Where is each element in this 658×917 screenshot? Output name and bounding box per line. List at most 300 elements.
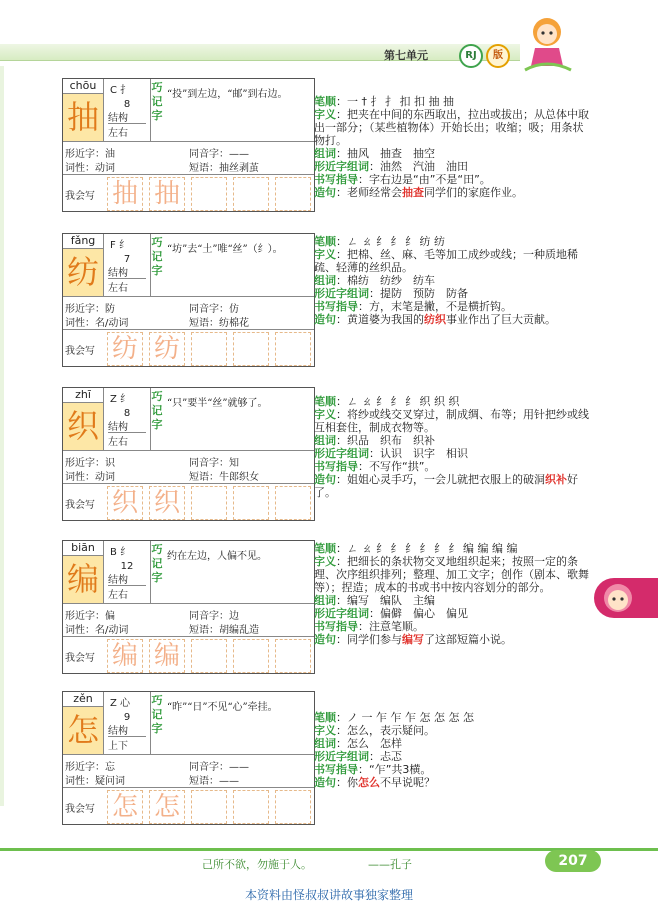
similar-words-label: 形近字组词: [314, 750, 369, 763]
phrase-label: 短语: [189, 318, 209, 329]
homophone-label: 同音字: [189, 611, 219, 622]
words-value: 抽风 抽查 抽空: [347, 147, 435, 160]
entry-text: [314, 235, 594, 326]
entry-text: [314, 711, 594, 789]
writing-guide: 书写指导：“乍”共3横。: [314, 763, 432, 776]
pinyin: fǎng: [63, 234, 104, 249]
structure: 左右: [108, 432, 146, 448]
version-badge: 版: [486, 44, 510, 68]
homophone-label: 同音字: [189, 304, 219, 315]
example-sentence-label: 造句: [314, 313, 336, 326]
card-bottom: [63, 637, 314, 673]
writing-grid[interactable]: [107, 486, 143, 520]
phrase-value: 纺棉花: [219, 318, 249, 329]
qiaojizi-char: 记: [151, 95, 163, 108]
similar-words-value: 油然 汽油 油田: [380, 160, 468, 173]
radical: 扌: [120, 85, 131, 96]
writing-grid[interactable]: [107, 790, 143, 824]
sentence-highlight: 怎么: [358, 776, 380, 789]
words-label: 组词: [314, 434, 336, 447]
similar-char-value: 油: [105, 149, 115, 160]
similar-char: 形近字：忘: [65, 762, 115, 773]
stroke-count: 9: [123, 712, 131, 723]
memory-tip: “投”到左边，“邮”到右边。: [167, 89, 288, 100]
card-top: [63, 79, 314, 142]
similar-words: 形近字组词：偏僻 偏心 偏见: [314, 607, 468, 620]
words-value: 怎么 怎样: [347, 737, 402, 750]
entry-text: [314, 542, 594, 646]
writing-grid[interactable]: [191, 332, 227, 366]
qiaojizi-char: 记: [151, 250, 163, 263]
part-of-speech: 词性：动词: [65, 472, 115, 483]
sentence-part: 老师经常会: [347, 186, 402, 199]
qiaojizi-label: [151, 390, 163, 432]
writing-guide-value: 不写作“拱”。: [369, 460, 436, 473]
part-of-speech: 词性：名/动词: [65, 318, 129, 329]
sentence-part: 姐姐心灵手巧，一会儿就把衣服上的破洞: [347, 473, 545, 486]
practice-label: 我会写: [65, 191, 95, 202]
similar-words-label: 形近字组词: [314, 607, 369, 620]
sentence-part: 了这部短篇小说。: [424, 633, 512, 646]
phrase-label: 短语: [189, 625, 209, 636]
words-label: 组词: [314, 594, 336, 607]
writing-grid[interactable]: [275, 486, 311, 520]
qiaojizi-char: 巧: [151, 694, 163, 707]
qiaojizi-char: 字: [151, 571, 163, 584]
index-letter: C: [110, 85, 117, 96]
words: 组词：抽风 抽查 抽空: [314, 147, 435, 160]
homophone-label: 同音字: [189, 762, 219, 773]
similar-words-label: 形近字组词: [314, 160, 369, 173]
writing-grid[interactable]: [233, 332, 269, 366]
meaning-value: 将纱或线交叉穿过，制成绸、布等；用针把纱或线互相套住，制成衣物等。: [314, 408, 589, 434]
structure-label: 结构: [108, 422, 128, 433]
similar-words: 形近字组词：油然 汽油 油田: [314, 160, 468, 173]
sentence-part: 同学们参与: [347, 633, 402, 646]
meaning-value: 把细长的条状物交叉地组织起来；按照一定的条理、次序组织排列；整理、加工文字；创作（剧本、歌舞等）；捏造；成本的书或书中按内容划分的部分。: [314, 555, 589, 594]
structure-label: 结构: [108, 726, 128, 737]
stroke-order: 笔顺：ㄥ ㄠ 纟 纟 纟 纟 纟 纟 编 编 编 编: [314, 542, 518, 555]
writing-grid[interactable]: [149, 790, 185, 824]
sentence-highlight: 编写: [402, 633, 424, 646]
radical: 心: [120, 698, 131, 709]
similar-char-value: 识: [105, 458, 115, 469]
similar-char: 形近字：识: [65, 458, 115, 469]
practice-label: 我会写: [65, 346, 95, 357]
part-of-speech-value: 名/动词: [95, 625, 129, 636]
qiaojizi-char: 巧: [151, 236, 163, 249]
sentence-highlight: 抽查: [402, 186, 424, 199]
meaning: 字义：把细长的条状物交叉地组织起来；按照一定的条理、次序组织排列；整理、加工文字；创作（剧本、歌舞等）；捏造；成本的书或书中按内容划分的部分。: [314, 555, 589, 594]
words-label: 组词: [314, 274, 336, 287]
similar-char-value: 忘: [105, 762, 115, 773]
part-of-speech-value: 动词: [95, 472, 115, 483]
similar-words-value: 忐忑: [380, 750, 402, 763]
writing-guide: 书写指导：注意笔顺。: [314, 620, 424, 633]
index-letter: B: [110, 547, 117, 558]
writing-guide-label: 书写指导: [314, 620, 358, 633]
homophone-value: 仿: [229, 304, 239, 315]
homophone-label: 同音字: [189, 458, 219, 469]
qiaojizi-char: 巧: [151, 81, 163, 94]
memory-tip: 约在左边，人偏不见。: [167, 551, 267, 562]
motto-author: ——孔子: [368, 858, 412, 871]
entry-text: [314, 95, 594, 199]
writing-grid[interactable]: [233, 177, 269, 211]
meaning-value: 把棉、丝、麻、毛等加工成纱或线；一种质地稀疏、轻薄的丝织品。: [314, 248, 578, 274]
card-bottom: [63, 788, 314, 824]
qiaojizi-char: 字: [151, 418, 163, 431]
stroke-count: 12: [120, 561, 134, 572]
similar-char-value: 偏: [105, 611, 115, 622]
homophone-value: 边: [229, 611, 239, 622]
words: 组词：编写 编队 主编: [314, 594, 435, 607]
similar-char-label: 形近字: [65, 304, 95, 315]
char-info: [104, 388, 151, 450]
trace-character: 纺: [111, 334, 138, 364]
stroke-order-label: 笔顺: [314, 395, 336, 408]
qiaojizi-char: 字: [151, 722, 163, 735]
char-card: [62, 691, 315, 825]
part-of-speech-label: 词性: [65, 625, 85, 636]
trace-character: 怎: [111, 792, 138, 822]
homophone: 同音字：——: [189, 762, 249, 773]
similar-words-value: 认识 识字 相识: [380, 447, 468, 460]
index-letter: Z: [110, 394, 117, 405]
practice-label: 我会写: [65, 500, 95, 511]
structure-label: 结构: [108, 268, 128, 279]
meaning: 字义：怎么，表示疑问。: [314, 724, 435, 737]
homophone-value: ——: [229, 149, 249, 160]
entry-text: [314, 395, 594, 499]
qiaojizi-label: [151, 694, 163, 736]
unit-title: 第七单元: [384, 49, 428, 62]
practice-label: 我会写: [65, 653, 95, 664]
example-sentence: 造句：老师经常会抽查同学们的家庭作业。: [314, 186, 523, 199]
meaning-label: 字义: [314, 108, 336, 121]
letter-radical: [110, 390, 130, 405]
card-top: [63, 541, 314, 604]
stroke-order-value: 一 † 扌 扌 扣 扣 抽 抽: [347, 95, 454, 108]
similar-words-value: 偏僻 偏心 偏见: [380, 607, 468, 620]
card-top: [63, 234, 314, 297]
similar-words-label: 形近字组词: [314, 287, 369, 300]
phrase-label: 短语: [189, 472, 209, 483]
writing-grid[interactable]: [233, 639, 269, 673]
similar-words-label: 形近字组词: [314, 447, 369, 460]
trace-character: 怎: [153, 792, 180, 822]
card-mid: [63, 142, 314, 175]
words-value: 编写 编队 主编: [347, 594, 435, 607]
writing-grid[interactable]: [191, 486, 227, 520]
meaning: 字义：把夹在中间的东西取出，拉出或拔出；从总体中取出一部分；（某些植物体）开始长出；收缩；吸；用条状物打。: [314, 108, 589, 147]
qiaojizi-char: 字: [151, 109, 163, 122]
writing-grid[interactable]: [275, 790, 311, 824]
sentence-part: 黄道婆为我国的: [347, 313, 424, 326]
qiaojizi-label: [151, 81, 163, 123]
letter-radical: [110, 694, 130, 709]
writing-guide-label: 书写指导: [314, 300, 358, 313]
pinyin: chōu: [63, 79, 104, 94]
phrase: 短语：——: [189, 776, 239, 787]
writing-grid[interactable]: [149, 177, 185, 211]
words: 组词：棉纺 纺纱 纺车: [314, 274, 435, 287]
pinyin: zěn: [63, 692, 104, 707]
card-top: [63, 692, 314, 755]
card-mid: [63, 297, 314, 330]
qiaojizi-char: 巧: [151, 390, 163, 403]
trace-character: 抽: [153, 179, 180, 209]
part-of-speech-label: 词性: [65, 163, 85, 174]
meaning: 字义：把棉、丝、麻、毛等加工成纱或线；一种质地稀疏、轻薄的丝织品。: [314, 248, 578, 274]
similar-char: 形近字：防: [65, 304, 115, 315]
char-card: [62, 540, 315, 674]
structure: 左右: [108, 123, 146, 139]
structure: 左右: [108, 585, 146, 601]
big-character: 抽: [63, 94, 104, 141]
card-mid: [63, 604, 314, 637]
sentence-highlight: 纺织: [424, 313, 446, 326]
writing-guide-label: 书写指导: [314, 763, 358, 776]
card-mid: [63, 451, 314, 484]
big-character: 怎: [63, 707, 104, 754]
writing-guide: 书写指导：字右边是“由”不是“田”。: [314, 173, 491, 186]
stroke-order-value: ㄥ ㄠ 纟 纟 纟 织 织 织: [347, 395, 460, 408]
char-info: [104, 234, 151, 296]
sentence-part: 事业作出了巨大贡献。: [446, 313, 556, 326]
writing-guide-value: 字右边是“由”不是“田”。: [369, 173, 491, 186]
writing-grid[interactable]: [275, 332, 311, 366]
trace-character: 织: [111, 488, 138, 518]
index-letter: Z: [110, 698, 117, 709]
writing-guide: 书写指导：不写作“拱”。: [314, 460, 436, 473]
phrase-value: 牛郎织女: [219, 472, 259, 483]
phrase-label: 短语: [189, 163, 209, 174]
pinyin: zhī: [63, 388, 104, 403]
rj-badge: RJ: [459, 44, 483, 68]
writing-guide: 书写指导：方，末笔是撇，不是横折钩。: [314, 300, 512, 313]
qiaojizi-char: 巧: [151, 543, 163, 556]
char-card: [62, 387, 315, 521]
big-character: 纺: [63, 249, 104, 296]
stroke-order-label: 笔顺: [314, 711, 336, 724]
words-label: 组词: [314, 147, 336, 160]
index-letter: F: [110, 240, 116, 251]
radical: 纟: [120, 394, 131, 405]
writing-grid[interactable]: [233, 486, 269, 520]
meaning-value: 怎么，表示疑问。: [347, 724, 435, 737]
meaning-label: 字义: [314, 724, 336, 737]
writing-grid[interactable]: [149, 639, 185, 673]
similar-words: 形近字组词：提防 预防 防备: [314, 287, 468, 300]
card-top: [63, 388, 314, 451]
trace-character: 织: [153, 488, 180, 518]
phrase-value: 胡编乱造: [219, 625, 259, 636]
sentence-part: 同学们的家庭作业。: [424, 186, 523, 199]
part-of-speech: 词性：名/动词: [65, 625, 129, 636]
words: 组词：怎么 怎样: [314, 737, 402, 750]
example-sentence: 造句：黄道婆为我国的纺织事业作出了巨大贡献。: [314, 313, 556, 326]
writing-grid[interactable]: [149, 486, 185, 520]
example-sentence: 造句：姐姐心灵手巧，一会儿就把衣服上的破洞织补好了。: [314, 473, 578, 499]
stroke-order-label: 笔顺: [314, 542, 336, 555]
stroke-order-value: ㄥ ㄠ 纟 纟 纟 纟 纟 纟 编 编 编 编: [347, 542, 518, 555]
part-of-speech: 词性：疑问词: [65, 776, 125, 787]
similar-char-label: 形近字: [65, 458, 95, 469]
example-sentence-label: 造句: [314, 776, 336, 789]
stroke-order: 笔顺：ノ 一 乍 乍 乍 怎 怎 怎 怎: [314, 711, 474, 724]
practice-label: 我会写: [65, 804, 95, 815]
meaning: 字义：将纱或线交叉穿过，制成绸、布等；用针把纱或线互相套住，制成衣物等。: [314, 408, 589, 434]
char-card: [62, 233, 315, 367]
trace-character: 编: [153, 641, 180, 671]
stroke-order-label: 笔顺: [314, 235, 336, 248]
phrase: 短语：胡编乱造: [189, 625, 259, 636]
similar-char: 形近字：油: [65, 149, 115, 160]
similar-char-label: 形近字: [65, 762, 95, 773]
qiaojizi-char: 记: [151, 557, 163, 570]
writing-guide-label: 书写指导: [314, 460, 358, 473]
writing-grid[interactable]: [149, 332, 185, 366]
part-of-speech-label: 词性: [65, 318, 85, 329]
homophone: 同音字：边: [189, 611, 239, 622]
writing-grid[interactable]: [191, 177, 227, 211]
similar-words: 形近字组词：忐忑: [314, 750, 402, 763]
writing-grid[interactable]: [275, 639, 311, 673]
homophone-value: ——: [229, 762, 249, 773]
left-margin-decoration: [0, 66, 10, 806]
writing-grid[interactable]: [191, 639, 227, 673]
phrase: 短语：纺棉花: [189, 318, 249, 329]
writing-grid[interactable]: [191, 790, 227, 824]
trace-character: 编: [111, 641, 138, 671]
stroke-order-value: ㄥ ㄠ 纟 纟 纟 纺 纺: [347, 235, 445, 248]
header-bar: [0, 44, 520, 61]
meaning-label: 字义: [314, 248, 336, 261]
structure: 上下: [108, 736, 146, 752]
phrase: 短语：牛郎织女: [189, 472, 259, 483]
writing-grid[interactable]: [275, 177, 311, 211]
meaning-label: 字义: [314, 555, 336, 568]
radical: 纟: [120, 547, 131, 558]
similar-words-value: 提防 预防 防备: [380, 287, 468, 300]
part-of-speech-value: 动词: [95, 163, 115, 174]
example-sentence-label: 造句: [314, 633, 336, 646]
writing-grid[interactable]: [107, 639, 143, 673]
sentence-part: 你: [347, 776, 358, 789]
phrase-value: 抽丝剥茧: [219, 163, 259, 174]
writing-grid[interactable]: [233, 790, 269, 824]
homophone-value: 知: [229, 458, 239, 469]
meaning-value: 把夹在中间的东西取出，拉出或拔出；从总体中取出一部分；（某些植物体）开始长出；收缩；吸；用条状物打。: [314, 108, 589, 147]
big-character: 织: [63, 403, 104, 450]
meaning-label: 字义: [314, 408, 336, 421]
qiaojizi-label: [151, 236, 163, 278]
similar-char-label: 形近字: [65, 149, 95, 160]
phrase-label: 短语: [189, 776, 209, 787]
structure-label: 结构: [108, 113, 128, 124]
homophone: 同音字：——: [189, 149, 249, 160]
memory-tip: “只”要半“丝”就够了。: [167, 398, 268, 409]
similar-char: 形近字：偏: [65, 611, 115, 622]
stroke-count: 8: [123, 408, 131, 419]
trace-character: 纺: [153, 334, 180, 364]
words-label: 组词: [314, 737, 336, 750]
big-character: 编: [63, 556, 104, 603]
part-of-speech-value: 名/动词: [95, 318, 129, 329]
example-sentence-label: 造句: [314, 473, 336, 486]
trace-character: 抽: [111, 179, 138, 209]
memory-tip: “昨”“日”不见“心”牵挂。: [167, 702, 278, 713]
structure-label: 结构: [108, 575, 128, 586]
writing-grid[interactable]: [107, 332, 143, 366]
writing-grid[interactable]: [107, 177, 143, 211]
page-number: 207: [545, 850, 601, 872]
card-bottom: [63, 175, 314, 211]
letter-radical: [110, 236, 129, 251]
stroke-order-value: ノ 一 乍 乍 乍 怎 怎 怎 怎: [347, 711, 474, 724]
stroke-count: 7: [123, 254, 131, 265]
letter-radical: [110, 543, 130, 558]
writing-guide-value: 注意笔顺。: [369, 620, 424, 633]
sentence-highlight: 织补: [545, 473, 567, 486]
homophone: 同音字：知: [189, 458, 239, 469]
similar-words: 形近字组词：认识 识字 相识: [314, 447, 468, 460]
stroke-order: 笔顺：ㄥ ㄠ 纟 纟 纟 织 织 织: [314, 395, 460, 408]
part-of-speech-label: 词性: [65, 776, 85, 787]
char-info: [104, 79, 151, 141]
card-bottom: [63, 484, 314, 520]
stroke-count: 8: [123, 99, 131, 110]
motto: 己所不欲，勿施于人。: [202, 858, 312, 871]
qiaojizi-char: 记: [151, 708, 163, 721]
card-mid: [63, 755, 314, 788]
writing-guide-value: 方，末笔是撇，不是横折钩。: [369, 300, 512, 313]
homophone: 同音字：仿: [189, 304, 239, 315]
pinyin: biān: [63, 541, 104, 556]
girl-mascot-icon: [517, 10, 575, 74]
side-tab: [594, 578, 658, 618]
mascot-face-icon: [600, 580, 636, 616]
stroke-order: 笔顺：ㄥ ㄠ 纟 纟 纟 纺 纺: [314, 235, 445, 248]
homophone-label: 同音字: [189, 149, 219, 160]
words: 组词：织品 织布 织补: [314, 434, 435, 447]
radical: 纟: [118, 240, 129, 251]
char-card: [62, 78, 315, 212]
similar-char-label: 形近字: [65, 611, 95, 622]
structure: 左右: [108, 278, 146, 294]
sentence-part: 好了。: [314, 473, 578, 499]
part-of-speech-value: 疑问词: [95, 776, 125, 787]
example-sentence-label: 造句: [314, 186, 336, 199]
stroke-order: 笔顺：一 † 扌 扌 扣 扣 抽 抽: [314, 95, 454, 108]
example-sentence: 造句：你怎么不早说呢？: [314, 776, 435, 789]
memory-tip: “坊”去“土”唯“丝”（纟）。: [167, 244, 283, 255]
qiaojizi-char: 字: [151, 264, 163, 277]
writing-guide-value: “乍”共3横。: [369, 763, 432, 776]
char-info: [104, 541, 151, 603]
writing-guide-label: 书写指导: [314, 173, 358, 186]
similar-char-value: 防: [105, 304, 115, 315]
phrase-value: ——: [219, 776, 239, 787]
stroke-order-label: 笔顺: [314, 95, 336, 108]
qiaojizi-label: [151, 543, 163, 585]
char-info: [104, 692, 151, 754]
sentence-part: 不早说呢？: [380, 776, 435, 789]
part-of-speech-label: 词性: [65, 472, 85, 483]
qiaojizi-char: 记: [151, 404, 163, 417]
words-value: 织品 织布 织补: [347, 434, 435, 447]
